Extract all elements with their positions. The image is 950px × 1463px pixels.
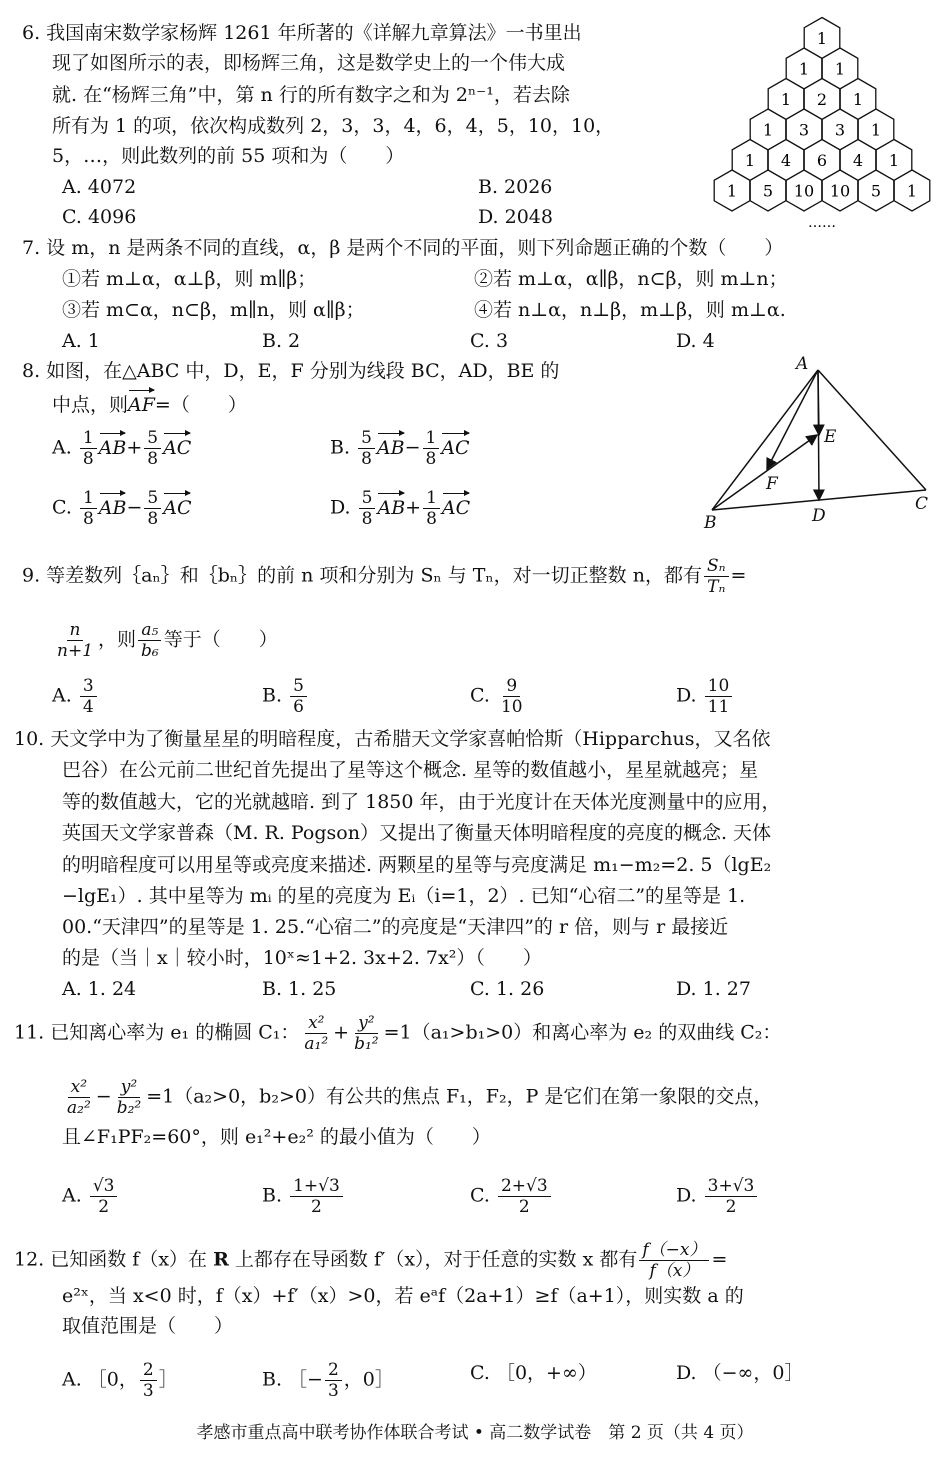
fraction xyxy=(705,1176,758,1217)
q10-line-7: 00.“天津四”的星等是 1. 25.“心宿二”的亮度是“天津四”的 r 倍，则与 r 最接近 xyxy=(62,916,729,938)
denominator: 2 xyxy=(98,1197,110,1217)
denominator: b₆ xyxy=(141,641,159,661)
numerator: y² xyxy=(355,1013,377,1034)
q9-option-b xyxy=(262,676,309,717)
numerator xyxy=(498,1176,551,1197)
denominator: 8 xyxy=(361,509,373,529)
q12-option-a-text: A. ［0， xyxy=(62,1368,138,1391)
q8-option-a-label: A. xyxy=(52,436,72,459)
real-numbers-symbol: R xyxy=(213,1248,229,1271)
fraction xyxy=(423,488,440,529)
yang-hui-triangle-figure xyxy=(712,16,942,231)
numerator: x² xyxy=(68,1077,90,1098)
denominator: 4 xyxy=(82,697,94,717)
denominator: 8 xyxy=(426,509,437,529)
denominator: 6 xyxy=(293,697,304,717)
denominator: f（x） xyxy=(649,1261,700,1281)
hexagon-number: 5 xyxy=(870,181,882,201)
q9-option-c xyxy=(470,676,528,717)
numerator-prefix: 1+ xyxy=(293,1176,319,1196)
denominator: 2 xyxy=(311,1197,322,1217)
q10-line-4: 英国天文学家普森（M. R. Pogson）又提出了衡量天体明暗程度的亮度的概念. 天体 xyxy=(62,822,772,844)
q12-option-d: D. （−∞，0］ xyxy=(676,1362,804,1384)
q7-proposition-1: ①若 m⊥α，α⊥β，则 m∥β； xyxy=(62,268,317,290)
q8-line-1: 8. 如图，在△ABC 中，D，E，F 分别为线段 BC，AD，BE 的 xyxy=(22,360,560,382)
hexagon-number: 5 xyxy=(762,181,774,201)
denominator: 8 xyxy=(147,509,159,529)
q10-option-a: A. 1. 24 xyxy=(62,978,137,1000)
q7-option-b: B. 2 xyxy=(262,330,301,352)
vector-ac: AC xyxy=(441,436,470,459)
q11-option-b xyxy=(262,1176,345,1217)
q11-line-1-end: =1（a₁>b₁>0）和离心率为 e₂ 的双曲线 C₂： xyxy=(383,1021,782,1044)
q6-option-a: A. 4072 xyxy=(62,176,137,198)
fraction xyxy=(325,1360,342,1401)
vertex-c-label: C xyxy=(915,494,929,514)
hexagon-number: 1 xyxy=(834,59,846,79)
fraction xyxy=(144,428,161,469)
fraction xyxy=(54,620,96,661)
denominator: 8 xyxy=(147,449,159,469)
q8-line-2-text: 中点，则 xyxy=(52,394,129,416)
q12-line-3: 取值范围是（ ） xyxy=(62,1315,234,1337)
vector-ac: AC xyxy=(441,496,471,519)
q8-line-2 xyxy=(52,392,247,418)
q9-line-1-text: 9. 等差数列｛aₙ｝和｛bₙ｝的前 n 项和分别为 Sₙ 与 Tₙ，对一切正整数 n，都有 xyxy=(22,564,702,587)
minus-sign: − xyxy=(404,436,421,459)
numerator: n xyxy=(67,620,84,641)
q12-line-1 xyxy=(14,1240,727,1281)
vector-ae xyxy=(818,370,819,435)
q6-line-1: 6. 我国南宋数学家杨辉 1261 年所著的《详解九章算法》一书里出 xyxy=(22,22,582,44)
numerator: 5 xyxy=(359,488,376,509)
denominator: Tₙ xyxy=(707,577,726,597)
fraction xyxy=(90,1176,118,1217)
q12-option-b-end: ，0］ xyxy=(343,1368,394,1391)
q9-option-b-label: B. xyxy=(262,684,283,707)
fraction xyxy=(144,488,161,529)
q10-line-8: 的是（当｜x｜较小时，10ˣ≈1+2. 3x+2. 7x²）（ ） xyxy=(62,947,542,969)
hexagon-number: 1 xyxy=(816,29,828,48)
numerator: 1 xyxy=(423,428,440,449)
vertex-b-label: B xyxy=(704,513,717,533)
q9-option-a xyxy=(52,676,99,717)
q8-option-b xyxy=(330,428,470,469)
plus-sign: + xyxy=(405,496,422,519)
hexagon-number: 1 xyxy=(780,90,792,109)
vector-ab: AB xyxy=(98,436,127,459)
q11-line-1 xyxy=(14,1013,781,1054)
q8-option-a xyxy=(52,428,191,469)
numerator: 5 xyxy=(144,488,161,509)
numerator: 5 xyxy=(358,428,375,449)
q6-option-c: C. 4096 xyxy=(62,206,137,228)
q12-option-a xyxy=(62,1360,178,1401)
q12-option-c: C. ［0，+∞） xyxy=(470,1362,597,1384)
q10-line-3: 等的数值越大，它的光就越暗. 到了 1850 年，由于光度计在天体光度测量中的应用， xyxy=(62,791,781,813)
numerator xyxy=(290,1176,343,1197)
denominator: a₁² xyxy=(304,1034,329,1054)
q11-line-2-text: =1（a₂>0，b₂>0）有公共的焦点 F₁，F₂，P 是它们在第一象限的交点， xyxy=(146,1085,773,1108)
point-f-label: F xyxy=(766,474,778,494)
q9-line-2-end: 等于（ ） xyxy=(163,628,278,651)
q7-proposition-3: ③若 m⊂α，n⊂β，m∥n，则 α∥β； xyxy=(62,299,365,321)
numerator: 10 xyxy=(705,676,733,697)
denominator: b₁² xyxy=(354,1034,379,1054)
numerator: 9 xyxy=(503,676,520,697)
hexagon-number: 6 xyxy=(816,151,828,170)
fraction xyxy=(64,1077,94,1118)
hexagon-number: 1 xyxy=(762,120,774,140)
denominator: 8 xyxy=(361,449,372,469)
fraction xyxy=(705,676,733,717)
fraction xyxy=(138,620,162,661)
triangle-ellipsis: …… xyxy=(808,215,836,231)
q11-line-1-text: 11. 已知离心率为 e₁ 的椭圆 C₁： xyxy=(14,1021,300,1044)
segment-be xyxy=(712,435,817,510)
q8-option-c-label: C. xyxy=(52,496,72,519)
numerator: 2 xyxy=(325,1360,342,1381)
q8-option-d xyxy=(330,488,470,529)
denominator: 11 xyxy=(707,697,730,717)
q11-option-c-label: C. xyxy=(470,1184,490,1207)
hexagon-number: 4 xyxy=(780,151,792,170)
numerator: Sₙ xyxy=(704,556,729,577)
fraction xyxy=(704,556,729,597)
q6-line-3: 就. 在“杨辉三角”中，第 n 行的所有数字之和为 2ⁿ⁻¹，若去除 xyxy=(52,84,570,106)
page-footer: 孝感市重点高中联考协作体联合考试 • 高二数学试卷 第 2 页（共 4 页） xyxy=(196,1423,754,1443)
denominator: 8 xyxy=(82,449,94,469)
fraction xyxy=(639,1240,709,1281)
fraction xyxy=(301,1013,331,1054)
q10-line-1: 10. 天文学中为了衡量星星的明暗程度，古希腊天文学家喜帕恰斯（Hipparchus，又名依 xyxy=(14,728,771,750)
q12-line-2: e²ˣ，当 x<0 时，f（x）+f′（x）>0，若 eᵃf（2a+1）≥f（a+1），则实数 a 的 xyxy=(62,1285,744,1307)
equals-sign: = xyxy=(730,564,747,587)
sqrt-3: √3 xyxy=(526,1176,548,1196)
q11-option-d-label: D. xyxy=(676,1184,697,1207)
denominator: n+1 xyxy=(57,641,94,661)
q10-line-6: −lgE₁）. 其中星等为 mᵢ 的星的亮度为 Eᵢ（i=1，2）. 已知“心宿二”的星等是 1. xyxy=(62,885,746,907)
q12-option-b xyxy=(262,1360,394,1401)
denominator: 2 xyxy=(518,1197,530,1217)
hexagon-number: 3 xyxy=(798,120,810,140)
point-e-label: E xyxy=(824,427,837,447)
hexagon-number: 1 xyxy=(870,120,882,140)
vector-ac: AC xyxy=(163,496,192,519)
fraction xyxy=(290,676,307,717)
vector-ab: AB xyxy=(376,436,405,459)
denominator: 8 xyxy=(425,449,437,469)
fraction xyxy=(114,1077,145,1118)
equals-sign: = xyxy=(711,1248,728,1271)
sqrt-3: √3 xyxy=(318,1176,340,1196)
numerator: a₅ xyxy=(138,620,161,641)
numerator xyxy=(705,1176,758,1197)
fraction xyxy=(140,1360,157,1401)
vector-ab: AB xyxy=(98,496,127,519)
q11-option-b-label: B. xyxy=(262,1184,283,1207)
hexagon-number: 1 xyxy=(744,151,756,170)
q10-option-c: C. 1. 26 xyxy=(470,978,545,1000)
hexagon-number: 1 xyxy=(852,90,864,109)
numerator-prefix: 2+ xyxy=(500,1176,527,1196)
sqrt-3: √3 xyxy=(732,1176,755,1196)
fraction xyxy=(80,676,97,717)
denominator: b₂² xyxy=(116,1098,142,1118)
numerator: 2 xyxy=(140,1360,157,1381)
q8-line-2-end: =（ ） xyxy=(154,394,247,416)
numerator: x² xyxy=(305,1013,327,1034)
q9-line-2 xyxy=(52,620,278,661)
hexagon-number: 10 xyxy=(829,181,851,201)
denominator: 8 xyxy=(82,509,94,529)
q6-line-5: 5，…，则此数列的前 55 项和为（ ） xyxy=(52,145,405,167)
numerator: 1 xyxy=(80,488,97,509)
q12-option-a-end: ］ xyxy=(158,1368,178,1391)
q9-line-1 xyxy=(22,556,746,597)
numerator: 1 xyxy=(423,488,440,509)
vector-af: AF xyxy=(128,394,155,416)
vector-af-arrow xyxy=(767,370,818,469)
hexagon-number: 10 xyxy=(793,181,815,201)
q10-option-b: B. 1. 25 xyxy=(262,978,337,1000)
hexagon-number: 3 xyxy=(834,120,846,140)
q9-option-c-label: C. xyxy=(470,684,490,707)
q8-option-c xyxy=(52,488,191,529)
plus-sign: + xyxy=(333,1021,350,1044)
numerator: 5 xyxy=(290,676,307,697)
fraction xyxy=(80,488,97,529)
q7-line-1: 7. 设 m，n 是两条不同的直线，α，β 是两个不同的平面，则下列命题正确的个数（ ） xyxy=(22,237,784,259)
fraction xyxy=(358,428,375,469)
point-d-label: D xyxy=(812,506,826,526)
q12-line-1-mid: 上都存在导函数 f′（x），对于任意的实数 x 都有 xyxy=(228,1248,638,1271)
q8-option-b-label: B. xyxy=(330,436,351,459)
hexagon-number: 1 xyxy=(906,181,918,201)
numerator: 3 xyxy=(80,676,97,697)
q7-option-c: C. 3 xyxy=(470,330,509,352)
fraction xyxy=(290,1176,343,1217)
q10-line-2: 巴谷）在公元前二世纪首先提出了星等这个概念. 星等的数值越小，星星就越亮；星 xyxy=(62,759,759,781)
numerator: 1 xyxy=(80,428,97,449)
edge-ab xyxy=(712,370,818,510)
q11-line-2 xyxy=(62,1077,772,1118)
minus-sign: − xyxy=(126,496,143,519)
fraction xyxy=(359,488,376,529)
q7-option-a: A. 1 xyxy=(62,330,100,352)
minus-sign: − xyxy=(95,1085,112,1108)
numerator: y² xyxy=(118,1077,140,1098)
numerator: f（−x） xyxy=(639,1240,709,1261)
q11-line-3: 且∠F₁PF₂=60°，则 e₁²+e₂² 的最小值为（ ） xyxy=(62,1126,491,1148)
hexagon-number: 2 xyxy=(816,90,828,109)
q6-line-2: 现了如图所示的表，即杨辉三角，这是数学史上的一个伟大成 xyxy=(52,52,566,74)
fraction xyxy=(423,428,440,469)
fraction xyxy=(80,428,97,469)
q7-option-d: D. 4 xyxy=(676,330,715,352)
q9-option-a-label: A. xyxy=(52,684,72,707)
triangle-abc-figure xyxy=(700,352,940,537)
q8-option-d-label: D. xyxy=(330,496,351,519)
q10-option-d: D. 1. 27 xyxy=(676,978,751,1000)
q11-option-a-label: A. xyxy=(62,1184,82,1207)
q9-option-d-label: D. xyxy=(676,684,697,707)
hexagon-number: 1 xyxy=(726,181,738,201)
vector-ac: AC xyxy=(163,436,192,459)
fraction xyxy=(498,1176,551,1217)
q6-option-d: D. 2048 xyxy=(478,206,553,228)
denominator: a₂² xyxy=(67,1098,91,1118)
vertex-a-label: A xyxy=(796,354,809,374)
q6-line-4: 所有为 1 的项，依次构成数列 2，3，3，4，6，4，5，10，10， xyxy=(52,115,615,137)
q12-line-1-text: 12. 已知函数 f（x）在 xyxy=(14,1248,214,1271)
q9-option-d xyxy=(676,676,734,717)
numerator-prefix: 3+ xyxy=(707,1176,733,1196)
denominator: 3 xyxy=(327,1381,339,1401)
denominator: 3 xyxy=(142,1381,154,1401)
q10-line-5: 的明暗程度可以用星等或亮度来描述. 两颗星的星等与亮度满足 m₁−m₂=2. 5（lgE₂ xyxy=(62,854,772,876)
numerator: 5 xyxy=(144,428,161,449)
denominator: 10 xyxy=(500,697,523,717)
plus-sign: + xyxy=(126,436,143,459)
q9-line-2-text: ，则 xyxy=(98,628,137,651)
q11-option-a xyxy=(62,1176,119,1217)
fraction xyxy=(498,676,526,717)
q7-proposition-4: ④若 n⊥α，n⊥β，m⊥β，则 m⊥α. xyxy=(474,299,786,321)
denominator: 2 xyxy=(725,1197,737,1217)
vector-ab: AB xyxy=(377,496,406,519)
hexagon-number: 1 xyxy=(888,151,900,170)
hexagon-number: 1 xyxy=(798,59,810,79)
numerator: √3 xyxy=(90,1176,118,1197)
fraction xyxy=(351,1013,382,1054)
q11-option-d xyxy=(676,1176,759,1217)
q12-option-b-text: B. ［− xyxy=(262,1368,323,1391)
q6-option-b: B. 2026 xyxy=(478,176,553,198)
q11-option-c xyxy=(470,1176,553,1217)
q7-proposition-2: ②若 m⊥α，α∥β，n⊂β，则 m⊥n； xyxy=(474,268,788,290)
hexagon-number: 4 xyxy=(852,151,864,170)
